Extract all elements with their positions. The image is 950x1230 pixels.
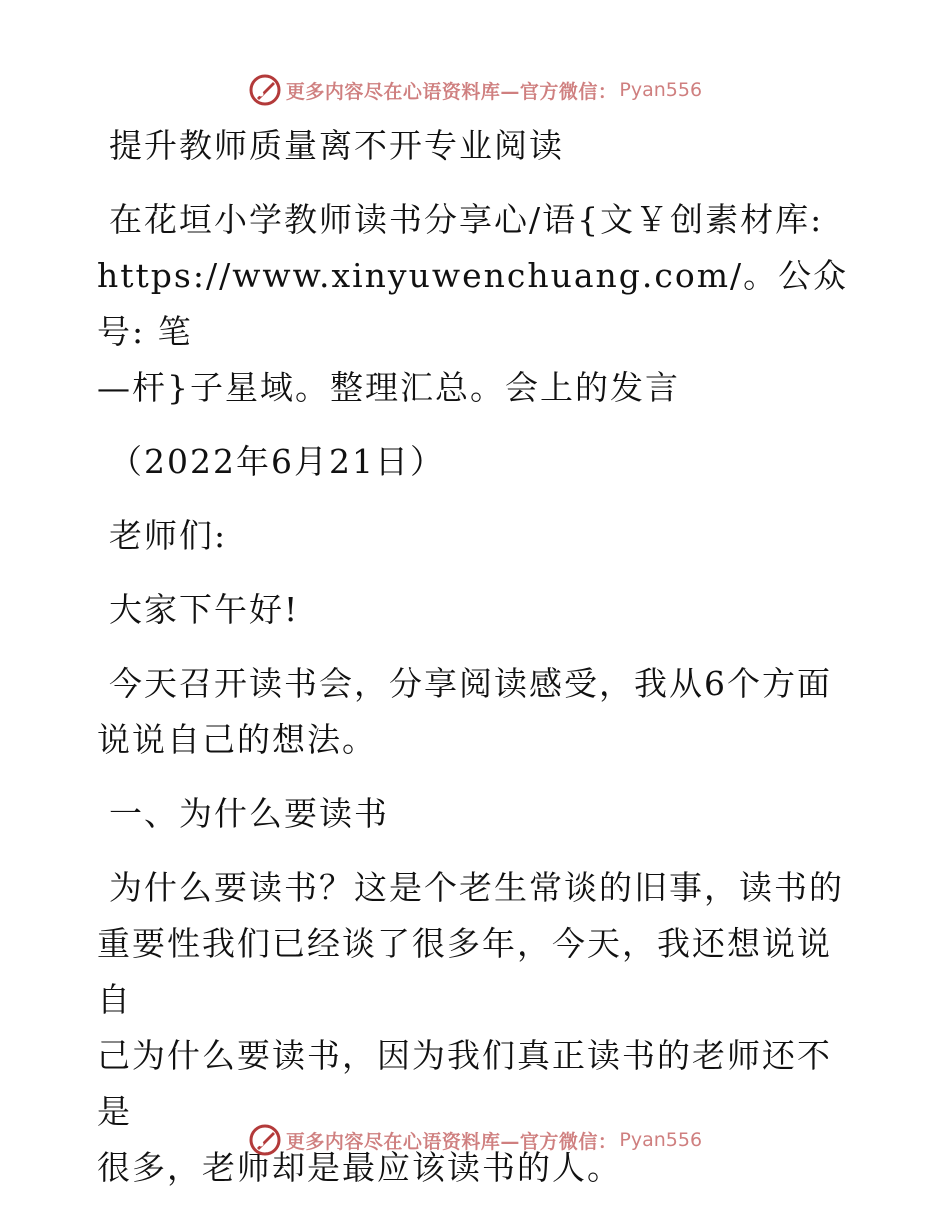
greeting: 大家下午好! [109,590,300,629]
speech-date: （2022年6月21日） [109,442,445,481]
footer-watermark [0,1120,950,1160]
watermark-wechat-id: Pyan556 [619,79,703,101]
subtitle-line: https://www.xinyuwenchuang.com/。公众号: 笔 [97,256,849,351]
pen-logo-icon [248,1123,282,1157]
header-watermark [0,70,950,110]
body-line: 很多，老师却是最应该读书的人。 [97,1148,622,1187]
body-line: 为什么要读书？这是个老生常谈的旧事，读书的 [109,868,844,907]
document-body [97,118,857,1214]
subtitle-line: 在花垣小学教师读书分享心/语{文￥创素材库: [109,200,824,239]
body-line: 重要性我们已经谈了很多年，今天，我还想说说自 [97,924,832,1019]
pen-logo-icon [248,73,282,107]
body-line: 己为什么要读书，因为我们真正读书的老师还不是 [97,1036,832,1131]
salutation: 老师们: [109,516,228,555]
subtitle-paragraph [97,192,857,416]
watermark-slogan: 更多内容尽在心语资料库—官方微信： [285,1130,618,1153]
intro-paragraph [97,656,857,768]
watermark-wechat-id: Pyan556 [619,1129,703,1151]
intro-line: 说说自己的想法。 [97,720,377,759]
document-title: 提升教师质量离不开专业阅读 [109,126,564,165]
subtitle-line: —杆}子星域。整理汇总。会上的发言 [97,368,680,407]
section-heading: 一、为什么要读书 [109,794,389,833]
watermark-slogan: 更多内容尽在心语资料库—官方微信： [285,80,618,103]
intro-line: 今天召开读书会，分享阅读感受，我从6个方面 [109,664,832,703]
